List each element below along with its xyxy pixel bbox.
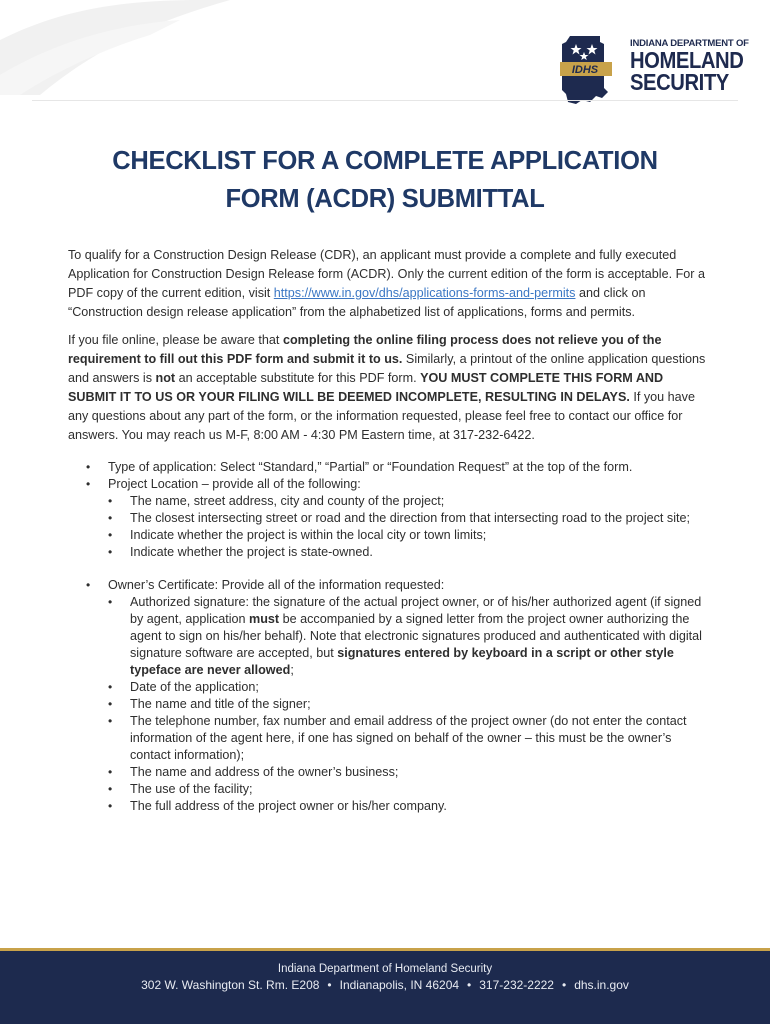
title-line-2: FORM (ACDR) SUBMITTAL xyxy=(225,185,545,213)
applications-link[interactable]: https://www.in.gov/dhs/applications-forms-and-permits xyxy=(273,286,576,300)
location-label: Project Location – provide all of the following: xyxy=(108,477,361,491)
list-item: • The name and title of the signer; xyxy=(108,696,708,713)
owner-label: Owner’s Certificate: Provide all of the information requested: xyxy=(108,578,445,592)
footer-contact xyxy=(0,978,770,992)
notice-text-2: Similarly, a printout of the online application questions and answers is xyxy=(68,352,706,385)
signature-text-2: be accompanied by a signed letter from the project owner authorizing the agent to sign on his/her behalf). Note that electronic signatures produced and authenticated with digital signature software are accepted, but xyxy=(130,612,702,660)
footer-phone: 317-232-2222 xyxy=(479,978,554,992)
list-item: • Indicate whether the project is within the local city or town limits; xyxy=(108,527,708,544)
footer-separator: • xyxy=(467,978,472,992)
notice-bold-2: not xyxy=(155,371,176,385)
title-line-1: CHECKLIST FOR A COMPLETE APPLICATION xyxy=(112,147,658,175)
signature-text-3: ; xyxy=(290,663,294,677)
list-item: • The name and address of the owner’s business; xyxy=(108,764,708,781)
list-item-location xyxy=(68,476,708,577)
logo-line-2: HOMELAND xyxy=(630,47,744,73)
indiana-seal-icon xyxy=(556,32,614,104)
idhs-logo xyxy=(556,32,749,104)
footer-address: 302 W. Washington St. Rm. E208 xyxy=(141,978,320,992)
notice-paragraph xyxy=(68,331,708,445)
list-item: • The full address of the project owner or his/her company. xyxy=(108,798,708,815)
notice-text-4: If you have any questions about any part of the form, or the information requested, please feel free to contact our office for answers. You may reach us M-F, 8:00 AM - 4:30 PM Eastern time, at 317-232-6422. xyxy=(68,390,695,442)
footer-city: Indianapolis, IN 46204 xyxy=(339,978,460,992)
document-body xyxy=(68,246,708,815)
svg-text:IDHS: IDHS xyxy=(571,64,599,76)
page-title xyxy=(40,142,730,218)
list-item: • The use of the facility; xyxy=(108,781,708,798)
logo-wordmark xyxy=(630,38,759,93)
intro-text-2: and click on “Construction design release application” from the alphabetized list of applications, forms and permits. xyxy=(68,286,646,319)
footer-accent-line xyxy=(0,948,770,951)
signature-text-1: Authorized signature: the signature of the actual project owner, or of his/her authorized agent (if signed by agent, application xyxy=(130,595,702,626)
list-item: • Indicate whether the project is state-owned. xyxy=(108,544,708,561)
list-item: • The name, street address, city and county of the project; xyxy=(108,493,708,510)
list-item-owner xyxy=(68,577,708,815)
location-sublist xyxy=(108,493,708,561)
signature-bold-1: must xyxy=(249,612,280,626)
footer-separator: • xyxy=(327,978,332,992)
notice-text-1: If you file online, please be aware that xyxy=(68,333,283,347)
list-item-signature xyxy=(108,594,708,679)
footer-website: dhs.in.gov xyxy=(574,978,629,992)
intro-text-1: To qualify for a Construction Design Release (CDR), an applicant must provide a complete and fully executed Application for Construction Design Release form (ACDR). Only the current edition of the form is acceptable. For a PDF copy of the current edition, visit xyxy=(68,248,705,300)
signature-bold-2: signatures entered by keyboard in a script or other style typeface are never allowed xyxy=(130,646,674,677)
list-item: • Date of the application; xyxy=(108,679,708,696)
logo-line-1: INDIANA DEPARTMENT OF xyxy=(630,38,749,49)
list-item-type: • Type of application: Select “Standard,” “Partial” or “Foundation Request” at the top of the form. xyxy=(68,459,708,476)
decorative-swoosh xyxy=(0,0,260,95)
checklist xyxy=(68,459,708,815)
list-item: • The closest intersecting street or road and the direction from that intersecting road to the project site; xyxy=(108,510,708,527)
list-item: • The telephone number, fax number and email address of the project owner (do not enter the contact information of the agent here, if one has signed on behalf of the owner – this must be the owner’s contact information); xyxy=(108,713,708,764)
logo-line-3: SECURITY xyxy=(630,69,729,95)
notice-bold-3: YOU MUST COMPLETE THIS FORM AND SUBMIT IT TO US OR YOUR FILING WILL BE DEEMED INCOMPLETE, RESULTING IN DELAYS. xyxy=(68,371,664,404)
notice-bold-1: completing the online filing process does not relieve you of the requirement to fill out this PDF form and submit it to us. xyxy=(68,333,662,366)
header-divider xyxy=(32,100,738,101)
intro-paragraph xyxy=(68,246,708,322)
footer-org: Indiana Department of Homeland Security xyxy=(277,963,493,975)
page-footer xyxy=(0,948,770,1024)
notice-text-3: an acceptable substitute for this PDF form. xyxy=(175,371,421,385)
owner-sublist xyxy=(108,594,708,815)
footer-separator: • xyxy=(561,978,567,992)
